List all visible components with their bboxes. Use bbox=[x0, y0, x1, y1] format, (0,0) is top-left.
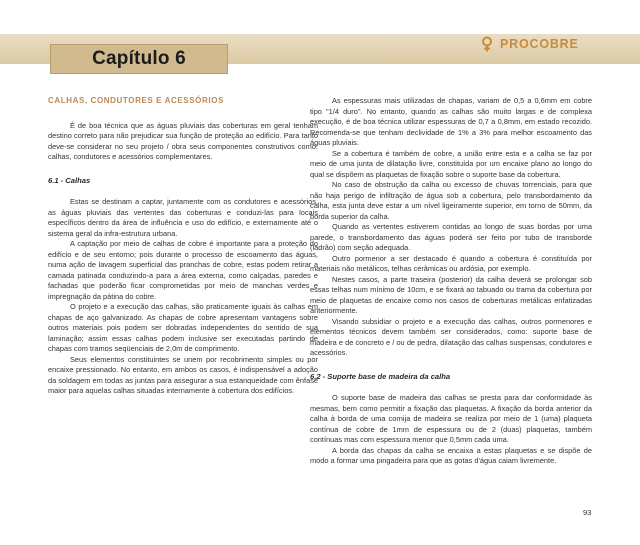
left-column bbox=[48, 96, 318, 397]
paragraph: Outro pormenor a ser destacado é quando a cobertura é constituída por materiais não metálicos, telhas cerâmicas ou ardósia, por exemplo. bbox=[310, 253, 592, 273]
paragraph: A captação por meio de calhas de cobre é importante para a proteção do edifício e de seu entorno; pois durante o processo de escoamento das águas, numa ação de lavagem superficial das pranchas de cobre, estas podem retirar a camada patinada conduzindo-a para a área externa, como calçadas, paredes e fachadas que poderão ficar comprometidas por meio de manchas verdes e impregnação da pátina do cobre. bbox=[48, 239, 318, 301]
paragraph: Seus elementos constituintes se unem por recobrimento simples ou por encaixe pressionado. No entanto, em ambos os casos, é indispensável a adoção da soldagem em todas as juntas para assegurar a sua estanqueidade com ênfase maior para aquelas calhas situadas internamente à cobertura dos edifícios. bbox=[48, 354, 318, 395]
chapter-title: Capítulo 6 bbox=[50, 44, 228, 74]
paragraph: Estas se destinam a captar, juntamente com os condutores e acessórios, as águas pluviais das vertentes das coberturas e conduzi-las para locais específicos dentro da área de influência e uso do edifício, e externamente até o sistema geral da infra-estrutura urbana. bbox=[48, 197, 318, 238]
paragraph: O projeto e a execução das calhas, são praticamente iguais às calhas em chapas de aço galvanizado. As chapas de cobre apresentam vantagens sobre outros materiais pois podem ser dobradas independentes do sentido de sua laminação; assim essas calhas podem inclusive ser executadas partindo de chapas com tramos seqüenciais de 2,0m de comprimento. bbox=[48, 302, 318, 353]
paragraph: No caso de obstrução da calha ou excesso de chuvas torrenciais, para que não haja perigo de infiltração de água sob a cobertura, pelo transbordamento da calha, esta junta deve estar a um nível ligeiramente superior, em torno de 50mm, da borda superior da calha. bbox=[310, 180, 592, 221]
intro-paragraph: É de boa técnica que as águas pluviais das coberturas em geral tenham destino correto para não prejudicar sua função de proteção ao edifício. Para tanto deve-se considerar no seu projeto / obra seus componentes construtivos como: calhas, condutores e acessórios complementares. bbox=[48, 120, 318, 161]
subhead-calhas: 6.1 - Calhas bbox=[48, 175, 91, 185]
paragraph: Quando as vertentes estiverem contidas ao longo de suas bordas por uma parede, o transbordamento das águas poderá ser feito por tubo de transborde (ladrão) com seção adequada. bbox=[310, 222, 592, 252]
logo-text: PROCOBRE bbox=[500, 37, 579, 51]
page-number: 93 bbox=[583, 508, 592, 517]
paragraph: Visando subsidiar o projeto e a execução das calhas, outros pormenores e elementos técnicos devem também ser considerados, como: suporte base de madeira e de concreto e / ou de pedra, dilatação das calhas suspensas, condutores e acessórios. bbox=[310, 316, 592, 357]
section-title: CALHAS, CONDUTORES E ACESSÓRIOS bbox=[48, 96, 224, 105]
paragraph: As espessuras mais utilizadas de chapas, variam de 0,5 a 0,6mm em cobre tipo "1/4 duro". No entanto, quando as calhas são muito largas e de complexa execução, é de boa técnica utilizar espessuras de 0,7 a 0,8mm, em estado recozido. Recomenda-se que tenham declividade de 1% a 3% para melhor escoamento das águas pluviais. bbox=[310, 96, 592, 147]
paragraph: O suporte base de madeira das calhas se presta para dar conformidade às mesmas, bem como permitir a fixação das plaquetas. A fixação da borda anterior da calha à borda de uma cornija de madeira se realiza por meio de 1 (uma) plaqueta contínua de cobre de 1mm de espessura ou de 2 (duas) plaquetas, também contínuas mas com espessura menor que 0,5mm cada uma. bbox=[310, 393, 592, 444]
procobre-logo bbox=[480, 34, 579, 54]
subhead-suporte-base: 6.2 - Suporte base de madeira da calha bbox=[310, 371, 451, 381]
right-column bbox=[310, 96, 592, 467]
paragraph: Nestes casos, a parte traseira (posterior) da calha deverá se prolongar sob essas telhas num mínimo de 10cm, e se fixará ao tabuado ou trama da cobertura por meio de plaquetas de encaixe como nos casos de coberturas metálicas enfatizadas anteriormente. bbox=[310, 274, 592, 315]
female-symbol-icon bbox=[480, 36, 494, 52]
paragraph: Se a cobertura é também de cobre, a união entre esta e a calha se faz por meio de uma junta de dilatação livre, constituída por um encaixe plano ao longo do qual se dispõem as plaquetas de fixação sobre o suporte base da cobertura. bbox=[310, 148, 592, 179]
paragraph: A borda das chapas da calha se encaixa a estas plaquetas e se dispõe de modo a formar uma pingadeira para que as gotas d'água caiam livremente. bbox=[310, 445, 592, 465]
